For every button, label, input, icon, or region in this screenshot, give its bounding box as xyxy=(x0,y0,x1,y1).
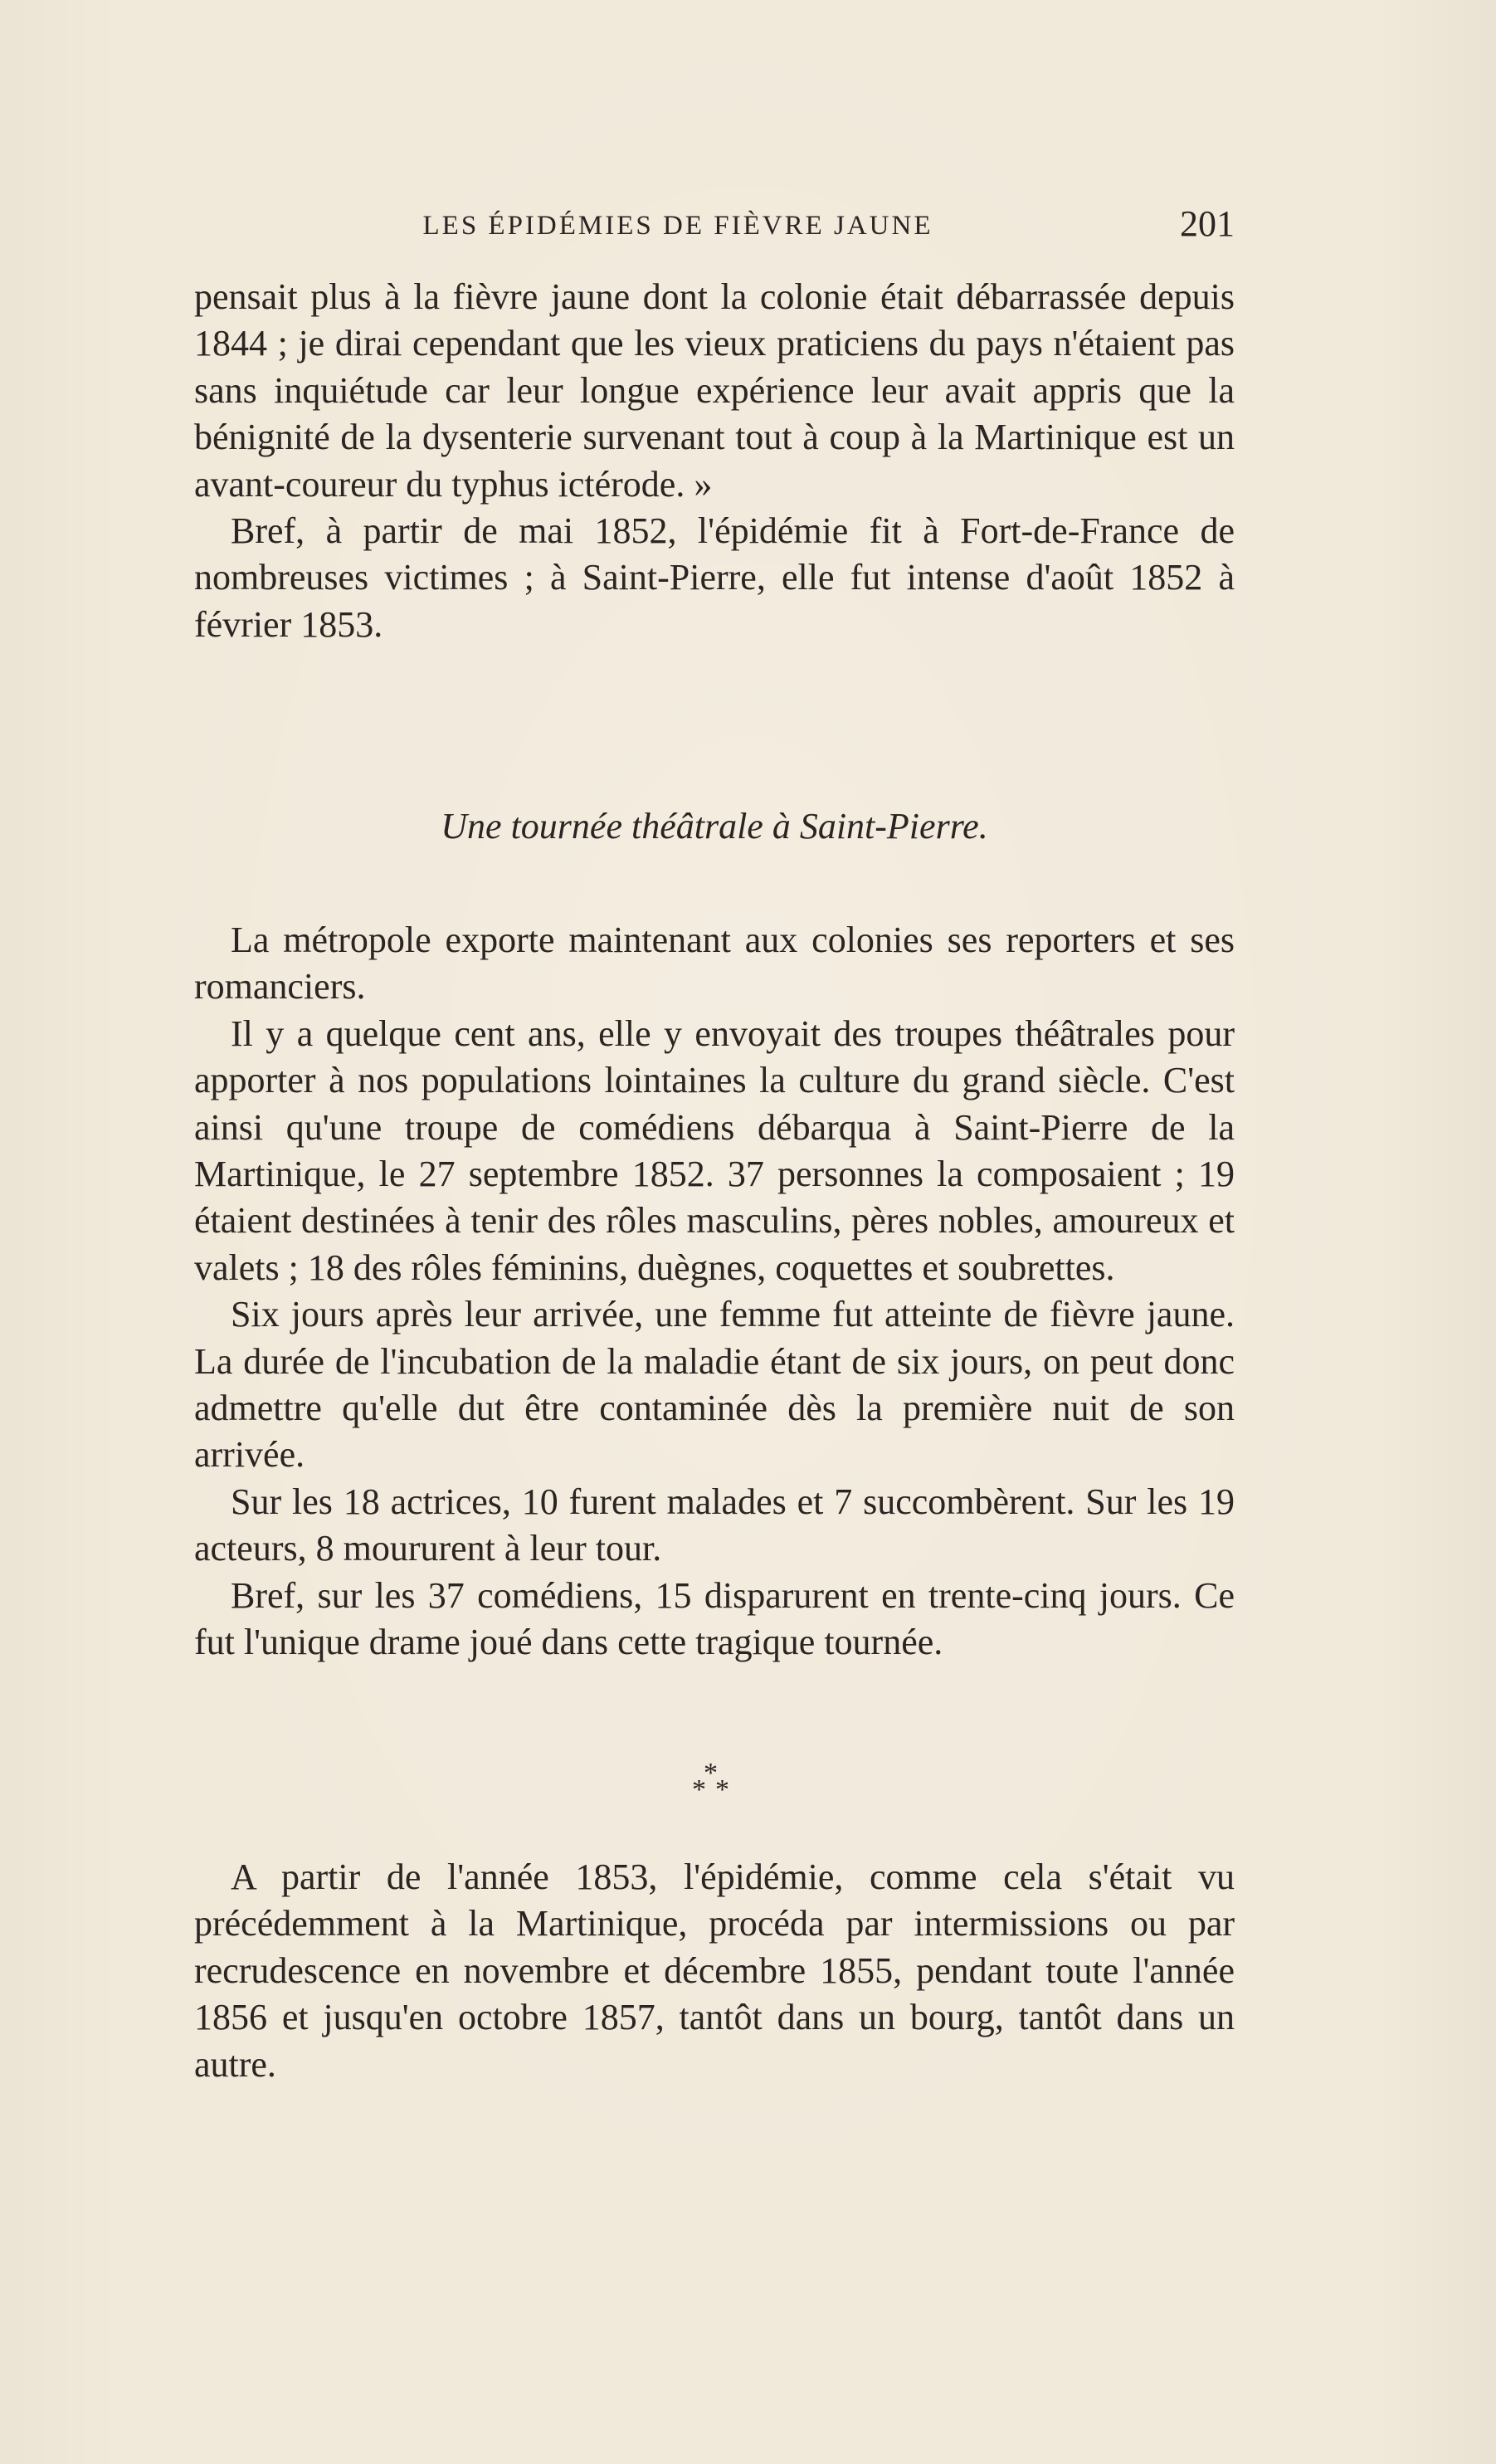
section-2-text xyxy=(194,917,1235,1666)
paragraph: Six jours après leur arrivée, une femme fut atteinte de fièvre jaune. La durée de l'incubation de la maladie étant de six jours, on peut donc admettre qu'elle dut être contaminée dès la première nuit de son arrivée. xyxy=(194,1294,1235,1476)
asterism-star: * xyxy=(715,1774,729,1805)
asterism-star: * xyxy=(704,1758,718,1788)
section-1-text xyxy=(194,274,1235,648)
paragraph: Bref, à partir de mai 1852, l'épidémie fit à Fort-de-France de nombreuses victimes ; à Saint-Pierre, elle fut intense d'août 1852 à février 1853. xyxy=(194,510,1235,645)
running-title: LES ÉPIDÉMIES DE FIÈVRE JAUNE xyxy=(422,211,933,241)
page-header xyxy=(196,202,1235,252)
paragraph: A partir de l'année 1853, l'épidémie, comme cela s'était vu précédemment à la Martinique, procéda par intermissions ou par recrudescence en novembre et décembre 1855, pendant toute l'année 1856 et jusqu'en octobre 1857, tantôt dans un bourg, tantôt dans un autre. xyxy=(194,1857,1235,2085)
paragraph: La métropole exporte maintenant aux colonies ses reporters et ses romanciers. xyxy=(194,920,1235,1008)
paragraph: pensait plus à la fièvre jaune dont la colonie était débarrassée depuis 1844 ; je dirai cependant que les vieux praticiens du pays n'étaient pas sans inquiétude car leur longue expérience leur avait appris que la bénignité de la dysenterie survenant tout à coup à la Martinique est un avant-coureur du typhus ictérode. » xyxy=(194,276,1235,505)
asterism-star: * xyxy=(692,1774,706,1805)
paragraph: Il y a quelque cent ans, elle y envoyait des troupes théâtrales pour apporter à nos populations lointaines la culture du grand siècle. C'est ainsi qu'une troupe de comédiens débarqua à Saint-Pierre de la Martinique, le 27 septembre 1852. 37 personnes la composaient ; 19 étaient destinées à tenir des rôles masculins, pères nobles, amoureux et valets ; 18 des rôles féminins, duègnes, coquettes et soubrettes. xyxy=(194,1012,1235,1288)
page-number: 201 xyxy=(1180,203,1235,244)
paragraph: Bref, sur les 37 comédiens, 15 disparurent en trente-cinq jours. Ce fut l'unique drame joué dans cette tragique tournée. xyxy=(194,1574,1235,1663)
asterism-divider xyxy=(667,1759,767,1809)
paragraph: Sur les 18 actrices, 10 furent malades et 7 succombèrent. Sur les 19 acteurs, 8 moururent à leur tour. xyxy=(194,1481,1235,1569)
section-title: Une tournée théâtrale à Saint-Pierre. xyxy=(441,806,988,847)
section-3-text xyxy=(194,1854,1235,2088)
